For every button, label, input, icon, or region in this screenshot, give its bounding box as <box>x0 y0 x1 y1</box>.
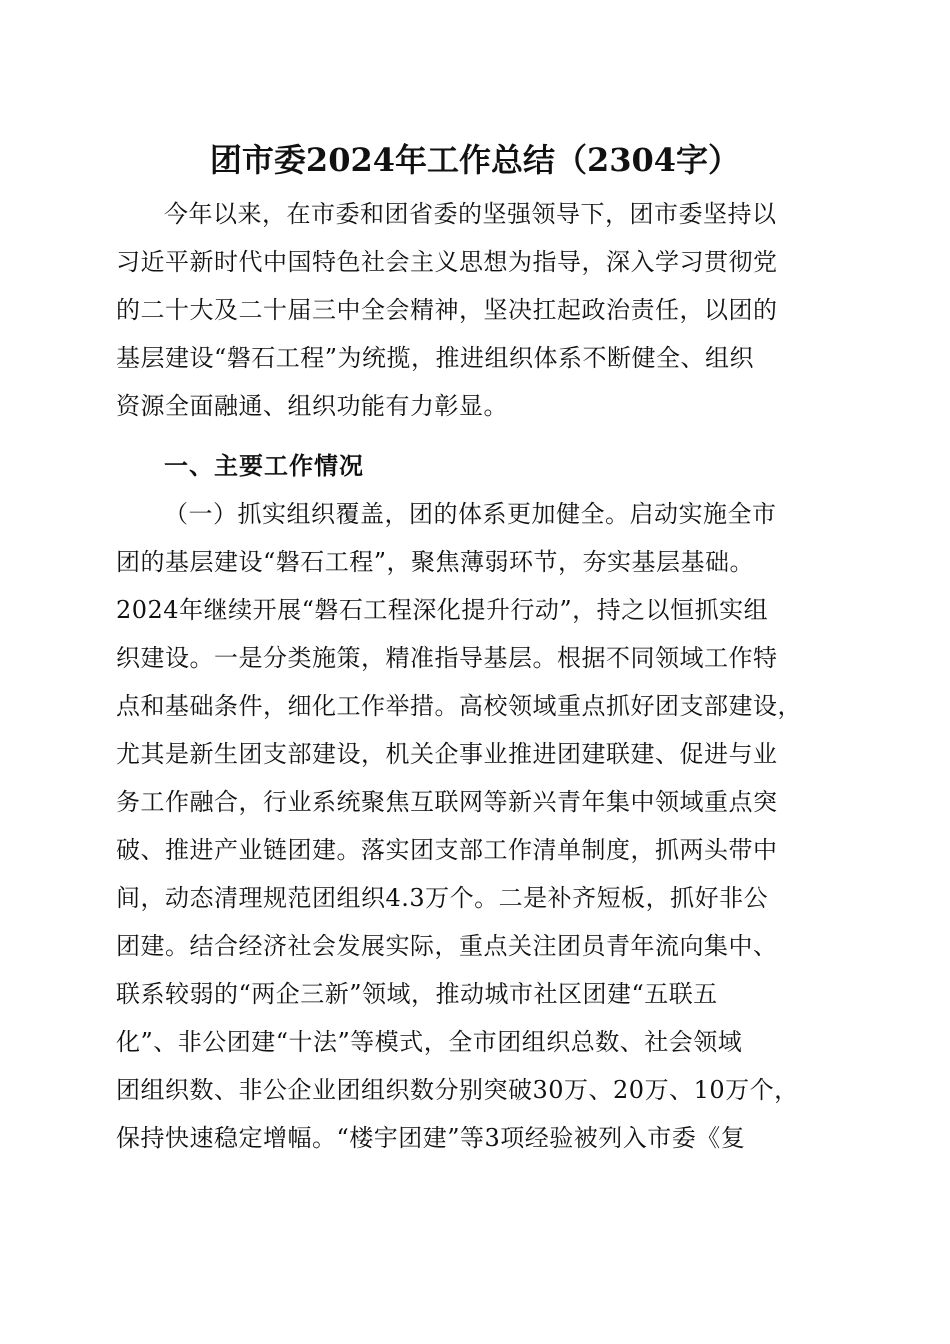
intro-line: 资源全面融通、组织功能有力彰显。 <box>116 392 508 420</box>
section-line: 织建设。一是分类施策，精准指导基层。根据不同领域工作特 <box>116 644 778 672</box>
intro-line: 基层建设“磐石工程”为统揽，推进组织体系不断健全、组织 <box>116 344 755 372</box>
intro-line: 今年以来，在市委和团省委的坚强领导下，团市委坚持以 <box>164 200 777 228</box>
section-line: 团建。结合经济社会发展实际，重点关注团员青年流向集中、 <box>116 932 778 960</box>
intro-paragraph <box>116 190 828 430</box>
section-line: 破、推进产业链团建。落实团支部工作清单制度，抓两头带中 <box>116 836 778 864</box>
intro-line: 的二十大及二十届三中全会精神，坚决扛起政治责任，以团的 <box>116 296 778 324</box>
section-line: 2024年继续开展“磐石工程深化提升行动”，持之以恒抓实组 <box>116 596 769 624</box>
section-line: 联系较弱的“两企三新”领域，推动城市社区团建“五联五 <box>116 980 718 1008</box>
section-line: 团的基层建设“磐石工程”，聚焦薄弱环节，夯实基层基础。 <box>116 548 755 576</box>
section-line: 务工作融合，行业系统聚焦互联网等新兴青年集中领域重点突 <box>116 788 778 816</box>
intro-line: 习近平新时代中国特色社会主义思想为指导，深入学习贯彻党 <box>116 248 778 276</box>
document-title: 团市委2024年工作总结（2304字） <box>209 141 741 179</box>
section-line: 间，动态清理规范团组织4.3万个。二是补齐短板，抓好非公 <box>116 884 769 912</box>
section-line: 化”、非公团建“十法”等模式，全市团组织总数、社会领域 <box>116 1028 743 1056</box>
section-heading-main-work: 一、主要工作情况 <box>164 452 364 480</box>
section-line: （一）抓实组织覆盖，团的体系更加健全。启动实施全市 <box>164 500 777 528</box>
section-line: 尤其是新生团支部建设，机关企事业推进团建联建、促进与业 <box>116 740 778 768</box>
section-line: 团组织数、非公企业团组织数分别突破30万、20万、10万个， <box>116 1076 799 1104</box>
section-one-paragraph <box>116 490 828 1162</box>
section-line: 点和基础条件，细化工作举措。高校领域重点抓好团支部建设， <box>116 692 802 720</box>
section-line: 保持快速稳定增幅。“楼宇团建”等3项经验被列入市委《复 <box>116 1124 746 1152</box>
